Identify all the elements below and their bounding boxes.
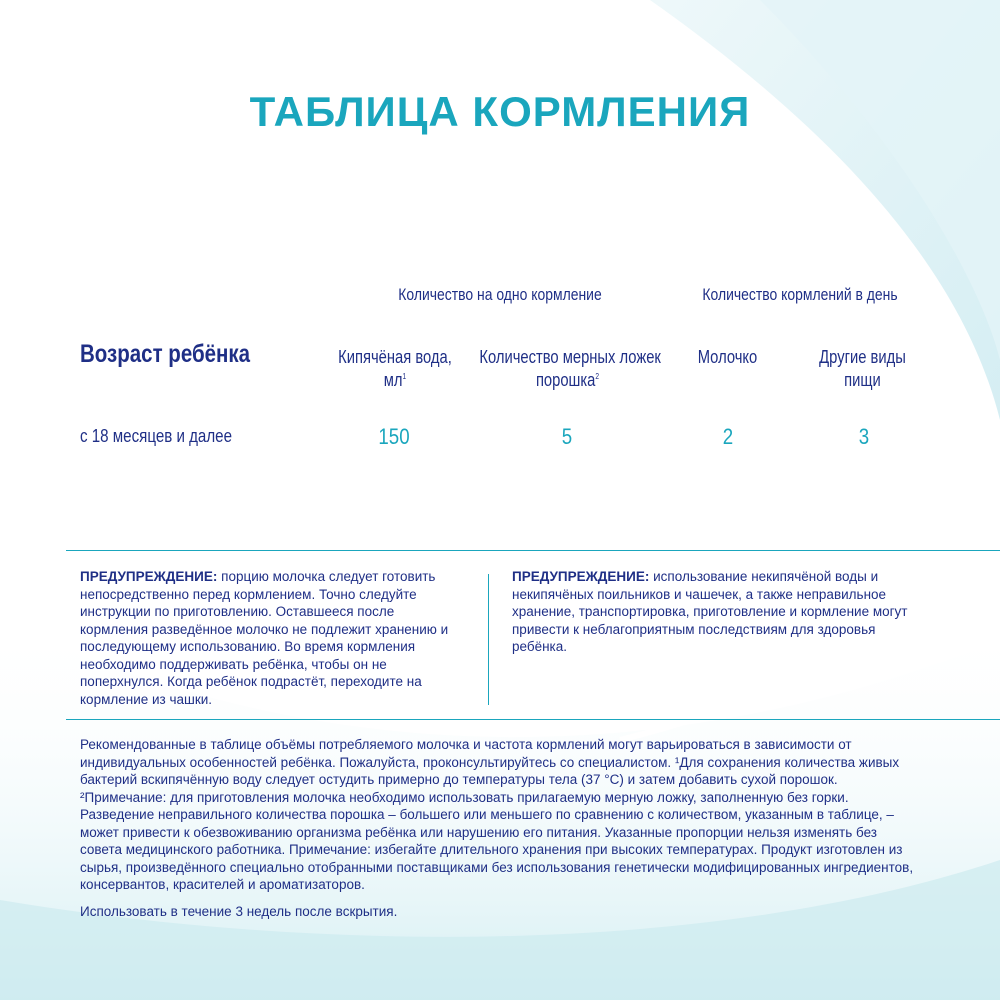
column-header-milk: Молочко: [697, 347, 758, 367]
warning-left-text: порцию молочка следует готовить непосредственно перед кормлением. Точно следуйте инструкции по приготовлению. Оставшееся после кормления разведённое молочко не подлежит хранению и последующему использованию. Во время кормления необходимо поддерживать ребёнка, чтобы он не поперхнулся. Когда ребёнок подрастёт, переходите на кормление из чашки.: [80, 569, 449, 707]
notes-paragraph: Рекомендованные в таблице объёмы потребляемого молочка и частота кормлений могут варьироваться в зависимости от индивидуальных особенностей ребёнка. Пожалуйста, проконсультируйтесь со специалистом. ¹Для сохранения количества живых бактерий вскипячённую воду следует остудить примерно до температуры тела (37 °C) и затем добавить сухой порошок. ²Примечание: для приготовления молочка необходимо использовать прилагаемую мерную ложку, заполненную без горки. Разведение неправильного количества порошка – большего или меньшего по сравнению с количеством, указанным в таблице, – может привести к обезвоживанию организма ребёнка или нарушению его питания. Указанные пропорции нельзя изменять без совета медицинского работника. Примечание: избегайте длительного хранения при высоких температурах. Продукт изготовлен из сырья, произведённого специально отобранными поставщиками без использования генетически модифицированных ингредиентов, консервантов, красителей и ароматизаторов.: [80, 737, 914, 892]
page-title: ТАБЛИЦА КОРМЛЕНИЯ: [249, 88, 751, 135]
table-cell-milk: 2: [722, 424, 734, 449]
table-cell-water: 150: [378, 424, 410, 449]
warning-left: [80, 568, 465, 708]
warning-right-label: ПРЕДУПРЕЖДЕНИЕ:: [512, 569, 650, 584]
warning-left-label: ПРЕДУПРЕЖДЕНИЕ:: [80, 569, 218, 584]
age-column-header: Возраст ребёнка: [80, 340, 251, 368]
group-header-per-feeding: Количество на одно кормление: [398, 285, 602, 304]
divider-bottom: [66, 719, 1000, 720]
divider-top: [66, 550, 1000, 551]
column-header-water: Кипячёная вода, $мл^1$: [338, 347, 452, 390]
group-header-per-day: Количество кормлений в день: [702, 285, 898, 304]
column-header-spoons: Количество мерных ложек порошка$^2$: [479, 347, 661, 390]
usage-note: Использовать в течение 3 недель после вскрытия.: [80, 904, 398, 919]
column-header-other-food: Другие виды пищи: [819, 347, 906, 390]
warning-right-text: использование некипячёной воды и некипячёных поильников и чашечек, а также неправильное хранение, транспортировка, приготовление и кормление могут привести к неблагоприятным последствиям для здоровья ребёнка.: [512, 569, 908, 654]
divider-vertical: [488, 574, 489, 705]
warning-right: [512, 568, 922, 656]
table-cell-other: 3: [858, 424, 870, 449]
table-row-age: с 18 месяцев и далее: [80, 426, 232, 446]
table-cell-spoons: 5: [561, 424, 573, 449]
